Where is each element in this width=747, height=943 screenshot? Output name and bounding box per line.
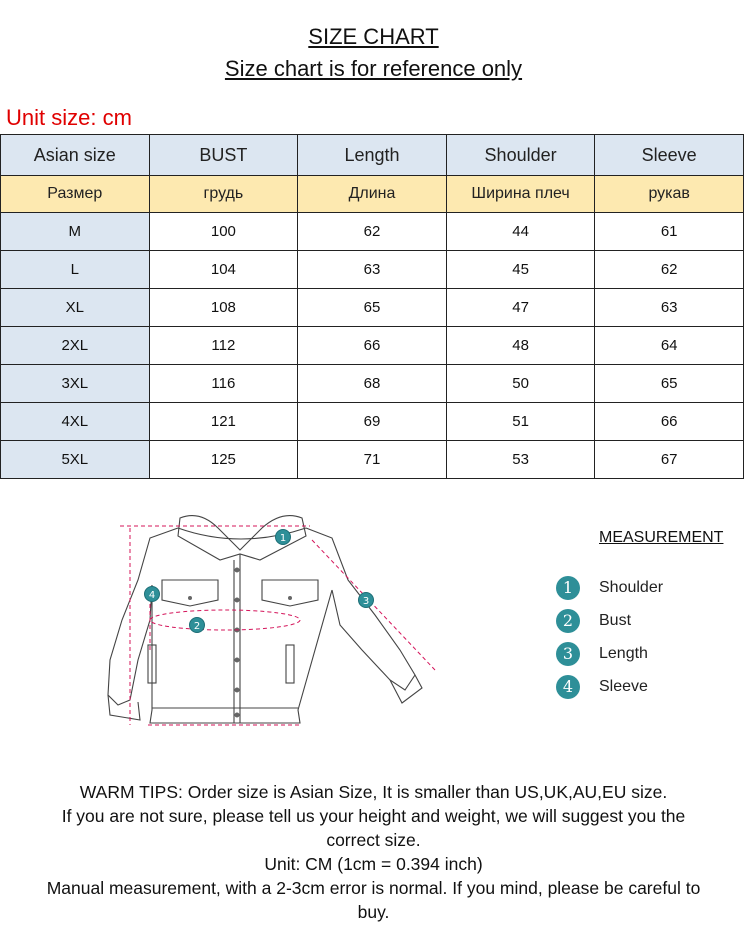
number-3-icon: 3: [556, 642, 580, 666]
tips-line: If you are not sure, please tell us your height and weight, we will suggest you the: [61, 806, 686, 826]
table-cell: 104: [149, 251, 298, 289]
table-row: [1, 403, 744, 441]
jacket-outline: [108, 516, 422, 723]
table-cell: 100: [149, 213, 298, 251]
table-cell: 61: [595, 213, 744, 251]
tips-line: Manual measurement, with a 2-3cm error is normal. If you mind, please be careful to: [46, 878, 701, 898]
table-cell: 66: [298, 327, 447, 365]
table-row: [1, 327, 744, 365]
table-cell: 44: [446, 213, 595, 251]
tips-line: Unit: CM (1cm = 0.394 inch): [264, 854, 483, 874]
table-cell: 53: [446, 441, 595, 479]
size-cell: 4XL: [1, 403, 150, 441]
svg-text:4: 4: [148, 590, 156, 601]
table-header-row-russian: [1, 176, 744, 213]
page-title: SIZE CHART: [308, 24, 439, 49]
table-cell: 62: [595, 251, 744, 289]
table-cell: 63: [298, 251, 447, 289]
header-cell: BUST: [149, 135, 298, 176]
header-cell: Sleeve: [595, 135, 744, 176]
table-cell: 112: [149, 327, 298, 365]
svg-text:1: 1: [279, 533, 287, 544]
jacket-diagram: [100, 510, 445, 735]
number-2-icon: 2: [556, 609, 580, 633]
number-1-icon: 1: [556, 576, 580, 600]
table-cell: 66: [595, 403, 744, 441]
measurement-title: MEASUREMENT: [599, 529, 724, 546]
size-cell: XL: [1, 289, 150, 327]
table-cell: 121: [149, 403, 298, 441]
measurement-label: Shoulder: [599, 579, 664, 596]
tips-line: buy.: [357, 902, 390, 922]
page-subtitle: Size chart is for reference only: [224, 56, 523, 81]
table-cell: 62: [298, 213, 447, 251]
unit-label: Unit size: cm: [6, 105, 132, 130]
header-cell-ru: Ширина плеч: [446, 176, 595, 213]
marker-3-icon: [359, 593, 374, 608]
tips-line: WARM TIPS: Order size is Asian Size, It is smaller than US,UK,AU,EU size.: [79, 782, 668, 802]
header-cell-ru: Размер: [1, 176, 150, 213]
warm-tips: [0, 780, 747, 924]
table-cell: 67: [595, 441, 744, 479]
table-cell: 108: [149, 289, 298, 327]
table-cell: 48: [446, 327, 595, 365]
size-table: [0, 134, 744, 479]
header-cell-ru: рукав: [595, 176, 744, 213]
table-cell: 51: [446, 403, 595, 441]
table-cell: 45: [446, 251, 595, 289]
table-row: [1, 289, 744, 327]
size-cell: 3XL: [1, 365, 150, 403]
marker-4-icon: [145, 587, 160, 602]
table-row: [1, 441, 744, 479]
size-cell: 2XL: [1, 327, 150, 365]
table-cell: 125: [149, 441, 298, 479]
measurement-label: Bust: [599, 612, 632, 629]
number-4-icon: 4: [556, 675, 580, 699]
tips-line: correct size.: [326, 830, 421, 850]
measurement-label: Length: [599, 645, 648, 662]
table-cell: 50: [446, 365, 595, 403]
header-cell-ru: грудь: [149, 176, 298, 213]
marker-1-icon: [276, 530, 291, 545]
measure-lines: [120, 526, 435, 725]
svg-text:3: 3: [362, 596, 370, 607]
header-cell: Shoulder: [446, 135, 595, 176]
marker-2-icon: [190, 618, 205, 633]
table-cell: 65: [298, 289, 447, 327]
table-cell: 65: [595, 365, 744, 403]
table-cell: 64: [595, 327, 744, 365]
table-row: [1, 213, 744, 251]
size-cell: M: [1, 213, 150, 251]
header-cell: Length: [298, 135, 447, 176]
table-cell: 63: [595, 289, 744, 327]
table-header-row: [1, 135, 744, 176]
size-cell: 5XL: [1, 441, 150, 479]
header-cell-ru: Длина: [298, 176, 447, 213]
table-cell: 69: [298, 403, 447, 441]
table-cell: 68: [298, 365, 447, 403]
table-cell: 47: [446, 289, 595, 327]
table-cell: 71: [298, 441, 447, 479]
svg-text:2: 2: [193, 621, 201, 632]
size-cell: L: [1, 251, 150, 289]
table-row: [1, 365, 744, 403]
table-cell: 116: [149, 365, 298, 403]
measurement-label: Sleeve: [599, 678, 648, 695]
table-row: [1, 251, 744, 289]
header-cell: Asian size: [1, 135, 150, 176]
